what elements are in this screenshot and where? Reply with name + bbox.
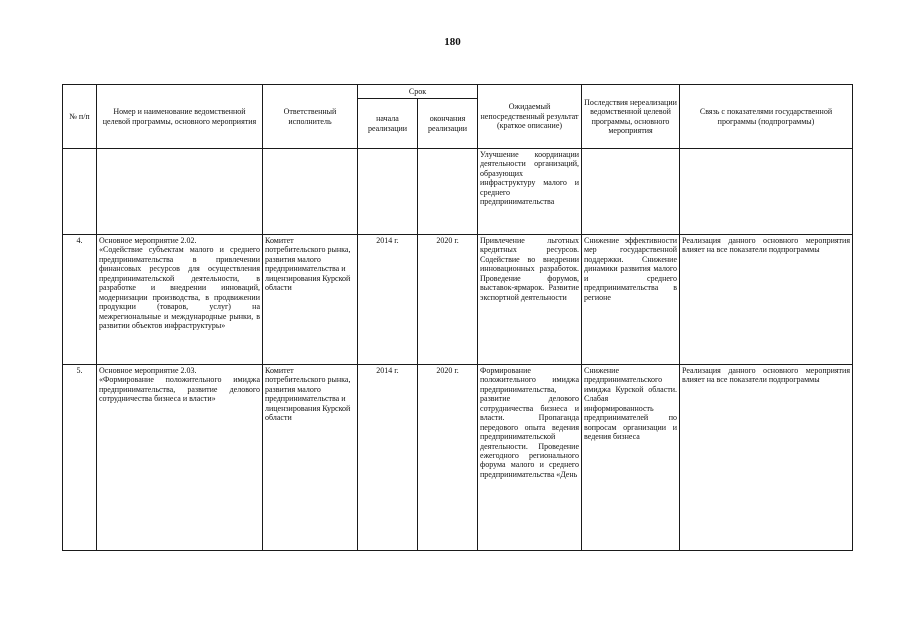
- row-num: 4.: [63, 235, 97, 365]
- row-start: 2014 г.: [358, 235, 418, 365]
- row-title: Основное мероприятие 2.02.: [99, 236, 197, 245]
- row-link: Реализация данного основного мероприятия влияет на все показатели подпрограммы: [680, 235, 853, 365]
- row-executor: [263, 149, 358, 235]
- row-consequences: [582, 149, 680, 235]
- row-description: «Формирование положительного имиджа предпринимательства, развитие делового сотрудничества бизнеса и власти»: [99, 375, 260, 404]
- row-consequences: Снижение эффективности мер государственной поддержки. Снижение динамики развития малого и среднего предпринимательства в регионе: [582, 235, 680, 365]
- table-row: [63, 365, 853, 551]
- header-consequences: Последствия нереализации ведомственной целевой программы, основного мероприятия: [582, 85, 680, 149]
- page-number: 180: [444, 36, 461, 48]
- row-name: [97, 149, 263, 235]
- program-table: [62, 84, 853, 551]
- row-num: [63, 149, 97, 235]
- table-row: [63, 149, 853, 235]
- row-result: Привлечение льготных кредитных ресурсов. Содействие во внедрении инновационных разработок. Проведение форумов, выставок-ярмарок. Развитие экспортной деятельности: [478, 235, 582, 365]
- row-num: 5.: [63, 365, 97, 551]
- header-start: начала реализации: [358, 99, 418, 149]
- header-end: окончания реализации: [418, 99, 478, 149]
- row-start: 2014 г.: [358, 365, 418, 551]
- row-end: 2020 г.: [418, 365, 478, 551]
- row-name: [97, 365, 263, 551]
- header-num: № п/п: [63, 85, 97, 149]
- row-link: [680, 149, 853, 235]
- header-link: Связь с показателями государственной программы (подпрограммы): [680, 85, 853, 149]
- row-name: [97, 235, 263, 365]
- row-description: «Содействие субъектам малого и среднего предпринимательства в привлечении финансовых ресурсов для осуществления предпринимательской деятельности, в разработке и внедрении инноваций, модернизации производства, в продвижении продукции (товаров, услуг) на межрегиональные и международные рынки, в развитии объектов инфраструктуры»: [99, 245, 260, 330]
- header-result: Ожидаемый непосредственный результат (краткое описание): [478, 85, 582, 149]
- row-executor: Комитет потребительского рынка, развития малого предпринимательства и лицензирования Курской области: [263, 365, 358, 551]
- row-start: [358, 149, 418, 235]
- row-result: Улучшение координации деятельности организаций, образующих инфраструктуру малого и среднего предпринимательства: [478, 149, 582, 235]
- header-row-top: [63, 85, 853, 99]
- row-consequences: Снижение предпринимательского имиджа Курской области. Слабая информированность предпринимателей по вопросам организации и ведения бизнеса: [582, 365, 680, 551]
- header-executor: Ответственный исполнитель: [263, 85, 358, 149]
- header-term: Срок: [358, 85, 478, 99]
- header-name: Номер и наименование ведомственной целевой программы, основного мероприятия: [97, 85, 263, 149]
- row-end: 2020 г.: [418, 235, 478, 365]
- row-executor: Комитет потребительского рынка, развития малого предпринимательства и лицензирования Курской области: [263, 235, 358, 365]
- row-link: Реализация данного основного мероприятия влияет на все показатели подпрограммы: [680, 365, 853, 551]
- row-result: Формирование положительного имиджа предпринимательства, развитие делового сотрудничества бизнеса и власти. Пропаганда передового опыта ведения предпринимательской деятельности. Проведение ежегодного регионального форума малого и среднего предпринимательства «День: [478, 365, 582, 551]
- row-title: Основное мероприятие 2.03.: [99, 366, 197, 375]
- table-row: [63, 235, 853, 365]
- row-end: [418, 149, 478, 235]
